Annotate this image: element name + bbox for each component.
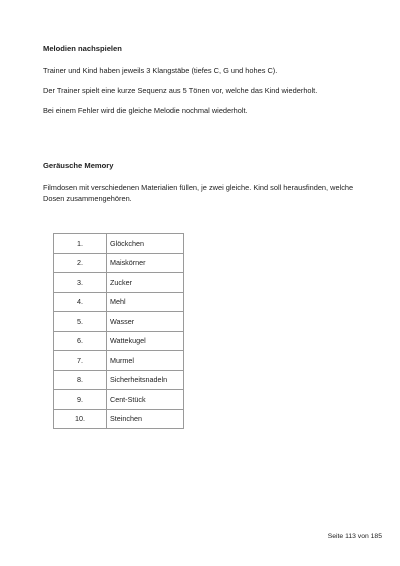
row-number: 6. bbox=[54, 331, 107, 351]
row-item: Steinchen bbox=[107, 409, 184, 429]
row-number: 3. bbox=[54, 273, 107, 293]
table-row bbox=[54, 370, 184, 390]
table-row bbox=[54, 253, 184, 273]
paragraph: Der Trainer spielt eine kurze Sequenz aus 5 Tönen vor, welche das Kind wiederholt. bbox=[43, 86, 318, 95]
row-item: Sicherheitsnadeln bbox=[107, 370, 184, 390]
row-item: Glöckchen bbox=[107, 234, 184, 254]
section-heading-geraeusche-memory: Geräusche Memory bbox=[43, 161, 114, 170]
table-row bbox=[54, 234, 184, 254]
row-item: Wasser bbox=[107, 312, 184, 332]
table-row bbox=[54, 331, 184, 351]
row-number: 5. bbox=[54, 312, 107, 332]
row-number: 10. bbox=[54, 409, 107, 429]
row-number: 9. bbox=[54, 390, 107, 410]
row-item: Murmel bbox=[107, 351, 184, 371]
row-number: 1. bbox=[54, 234, 107, 254]
paragraph: Bei einem Fehler wird die gleiche Melodie nochmal wiederholt. bbox=[43, 106, 248, 115]
table-row bbox=[54, 292, 184, 312]
table-row bbox=[54, 351, 184, 371]
row-number: 2. bbox=[54, 253, 107, 273]
table-row bbox=[54, 409, 184, 429]
paragraph: Filmdosen mit verschiedenen Materialien füllen, je zwei gleiche. Kind soll herausfinden, welche Dosen zusammengehören. bbox=[43, 183, 354, 203]
table-row bbox=[54, 390, 184, 410]
row-item: Cent-Stück bbox=[107, 390, 184, 410]
row-item: Zucker bbox=[107, 273, 184, 293]
section-heading-melodien: Melodien nachspielen bbox=[43, 44, 122, 53]
page-number: Seite 113 von 185 bbox=[327, 533, 382, 540]
row-item: Maiskörner bbox=[107, 253, 184, 273]
row-number: 8. bbox=[54, 370, 107, 390]
paragraph: Trainer und Kind haben jeweils 3 Klangstäbe (tiefes C, G und hohes C). bbox=[43, 66, 278, 75]
row-item: Wattekugel bbox=[107, 331, 184, 351]
row-item: Mehl bbox=[107, 292, 184, 312]
materials-table bbox=[53, 233, 184, 429]
table-row bbox=[54, 273, 184, 293]
row-number: 4. bbox=[54, 292, 107, 312]
row-number: 7. bbox=[54, 351, 107, 371]
table-row bbox=[54, 312, 184, 332]
